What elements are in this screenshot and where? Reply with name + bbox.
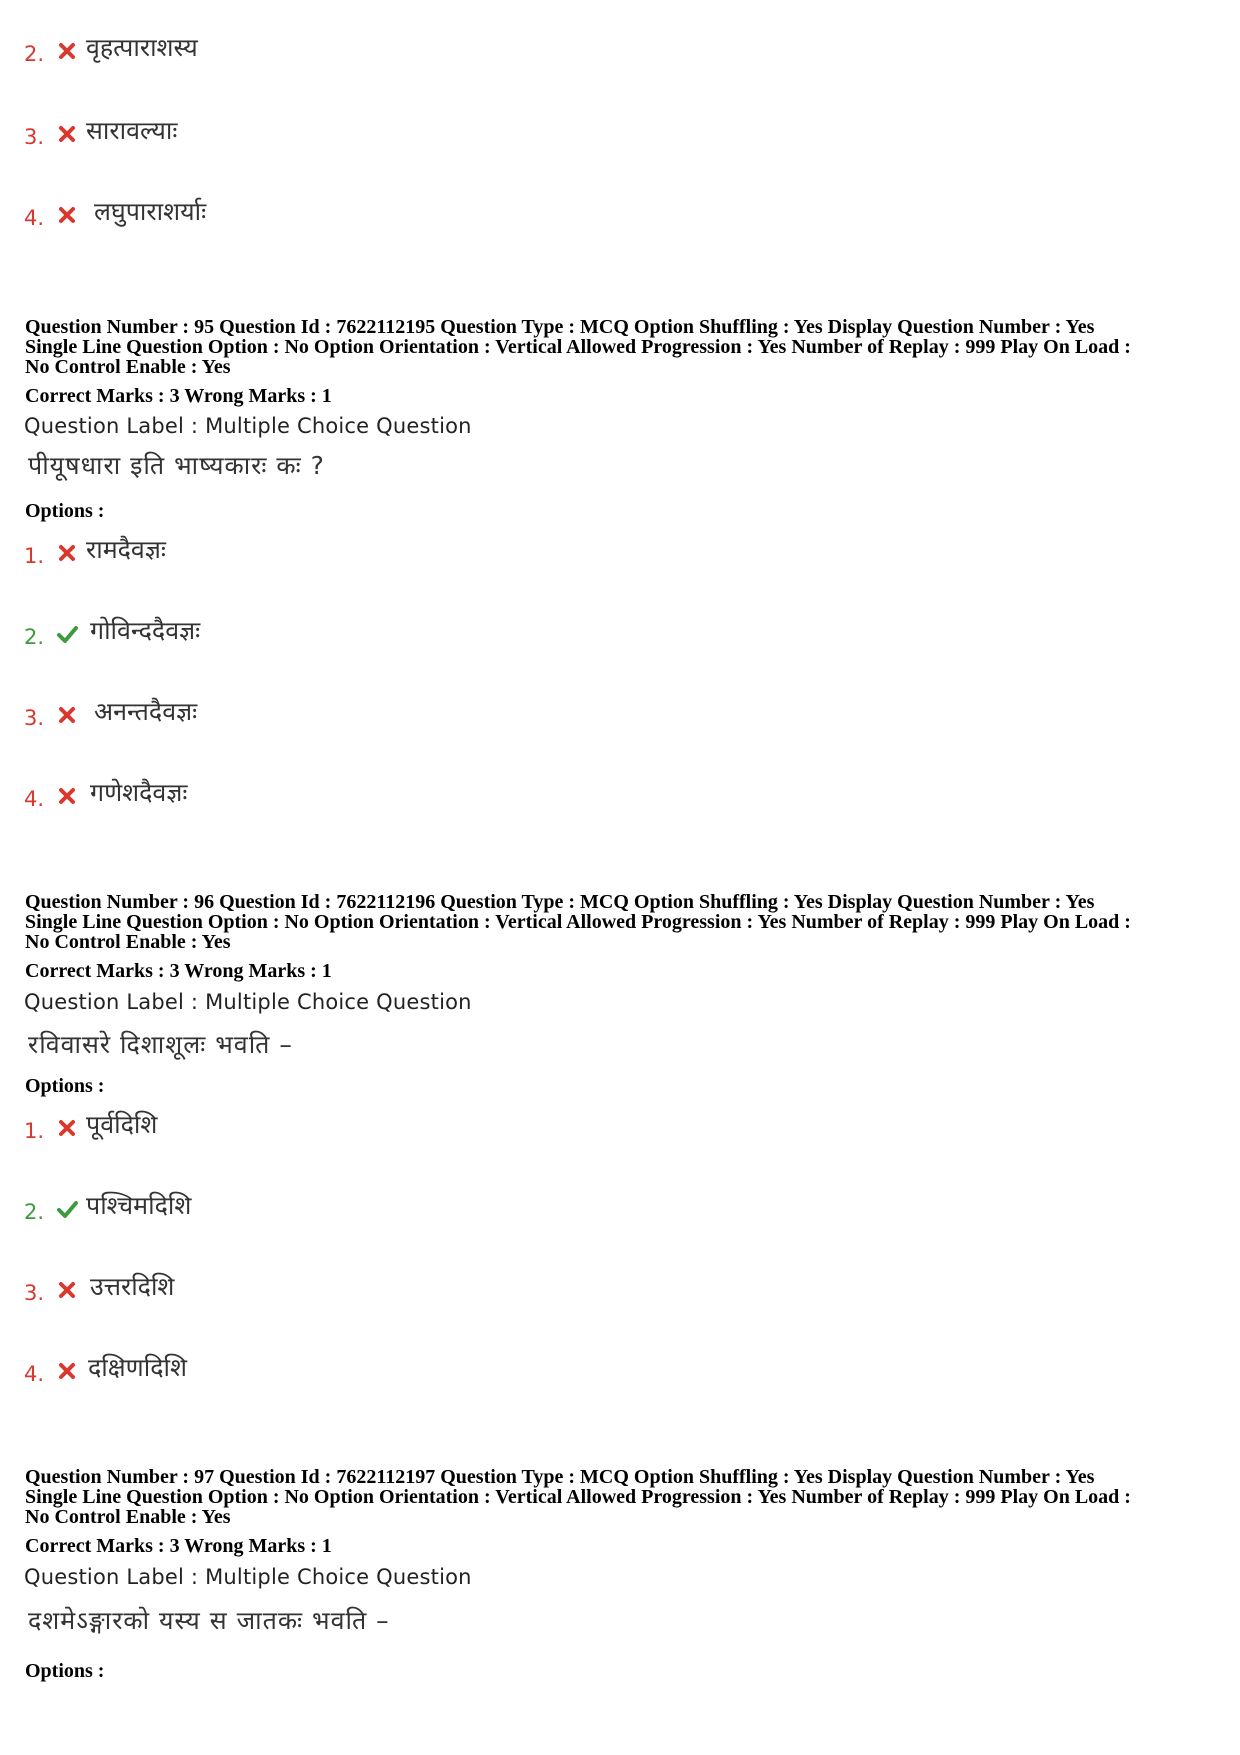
question-95-marks: Correct Marks : 3 Wrong Marks : 1 [25,385,332,407]
meta-line: No Control Enable : Yes [25,356,231,378]
option-text: दक्षिणदिशि [88,1353,187,1382]
option-number: 3. [24,706,45,730]
cross-icon [56,123,78,145]
meta-line: Question Number : 97 Question Id : 7622112197 Question Type : MCQ Option Shuffling : Yes Display Question Number : Yes [25,1466,1095,1488]
option-number: 2. [24,625,45,649]
cross-icon [56,704,78,726]
meta-line: Question Number : 96 Question Id : 7622112196 Question Type : MCQ Option Shuffling : Yes Display Question Number : Yes [25,891,1095,913]
option-number: 3. [24,1281,45,1305]
question-97-label: Question Label : Multiple Choice Question [24,1565,472,1589]
option-number: 2. [24,1200,45,1224]
option-text: पूर्वदिशि [86,1110,158,1139]
option-number: 1. [24,544,45,568]
question-97-text: दशमेऽङ्गारको यस्य स जातकः भवति – [28,1606,390,1635]
option-number: 4. [24,787,45,811]
option-number: 4. [24,1362,45,1386]
cross-icon [56,1279,78,1301]
question-95-label: Question Label : Multiple Choice Question [24,414,472,438]
option-text: लघुपाराशर्याः [94,197,207,226]
check-icon [56,623,78,645]
option-text: उत्तरदिशि [90,1272,175,1301]
option-text: अनन्तदैवज्ञः [94,697,198,726]
cross-icon [56,785,78,807]
question-96-text: रविवासरे दिशाशूलः भवति – [28,1030,293,1059]
meta-line: No Control Enable : Yes [25,931,231,953]
option-number: 4. [24,206,45,230]
question-96-label: Question Label : Multiple Choice Question [24,990,472,1014]
question-95-options-label: Options : [25,500,105,522]
option-text: सारावल्याः [86,116,178,145]
meta-line: Single Line Question Option : No Option Orientation : Vertical Allowed Progression : Yes Number of Replay : 999 Play On Load : [25,336,1131,358]
question-97-options-label: Options : [25,1660,105,1682]
question-97-marks: Correct Marks : 3 Wrong Marks : 1 [25,1535,332,1557]
meta-line: Question Number : 95 Question Id : 7622112195 Question Type : MCQ Option Shuffling : Yes Display Question Number : Yes [25,316,1095,338]
cross-icon [56,542,78,564]
question-96-options-label: Options : [25,1075,105,1097]
cross-icon [56,1117,78,1139]
option-text: पश्चिमदिशि [86,1191,192,1220]
cross-icon [56,40,78,62]
option-text: वृहत्पाराशस्य [86,33,198,62]
meta-line: Single Line Question Option : No Option Orientation : Vertical Allowed Progression : Yes Number of Replay : 999 Play On Load : [25,1486,1131,1508]
question-96-metadata [25,892,1225,952]
option-number: 1. [24,1119,45,1143]
cross-icon [56,1360,78,1382]
option-text: गणेशदैवज्ञः [90,778,188,807]
question-95-text: पीयूषधारा इति भाष्यकारः कः ? [28,451,325,480]
option-text: रामदैवज्ञः [86,535,166,564]
option-text: गोविन्ददैवज्ञः [90,616,201,645]
check-icon [56,1198,78,1220]
meta-line: No Control Enable : Yes [25,1506,231,1528]
option-number: 3. [24,125,45,149]
meta-line: Single Line Question Option : No Option Orientation : Vertical Allowed Progression : Yes Number of Replay : 999 Play On Load : [25,911,1131,933]
question-95-metadata [25,317,1225,377]
cross-icon [56,204,78,226]
option-number: 2. [24,42,45,66]
question-96-marks: Correct Marks : 3 Wrong Marks : 1 [25,960,332,982]
question-97-metadata [25,1467,1225,1527]
